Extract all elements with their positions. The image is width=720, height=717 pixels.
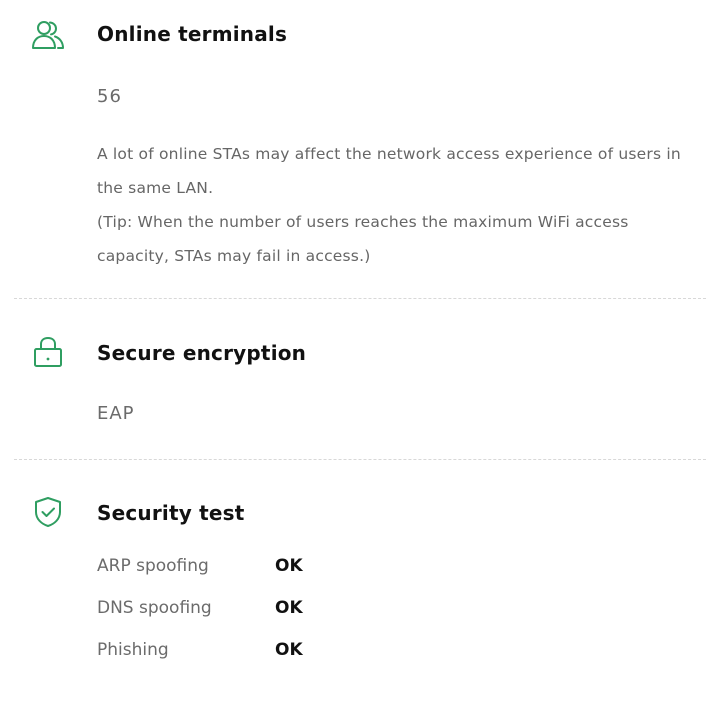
encryption-type: EAP — [97, 403, 135, 424]
section-divider — [14, 298, 706, 299]
online-terminals-description — [97, 137, 697, 273]
test-status: OK — [275, 556, 303, 576]
test-status: OK — [275, 598, 303, 618]
tip-text: (Tip: When the number of users reaches the maximum WiFi access capacity, STAs may fail in access.) — [97, 213, 629, 265]
shield-check-icon — [31, 495, 65, 529]
lock-icon — [31, 335, 65, 369]
security-test-title: Security test — [97, 501, 245, 525]
description-text: A lot of online STAs may affect the network access experience of users in the same LAN. — [97, 145, 681, 197]
online-terminals-count: 56 — [97, 86, 122, 107]
test-name: ARP spoofing — [97, 556, 209, 576]
test-status: OK — [275, 640, 303, 660]
secure-encryption-title: Secure encryption — [97, 341, 307, 365]
security-test-row-phishing — [97, 640, 497, 664]
test-name: Phishing — [97, 640, 169, 660]
users-icon — [31, 18, 65, 52]
security-test-row-arp — [97, 556, 497, 580]
test-name: DNS spoofing — [97, 598, 212, 618]
online-terminals-title: Online terminals — [97, 22, 288, 46]
section-divider — [14, 459, 706, 460]
security-test-row-dns — [97, 598, 497, 622]
